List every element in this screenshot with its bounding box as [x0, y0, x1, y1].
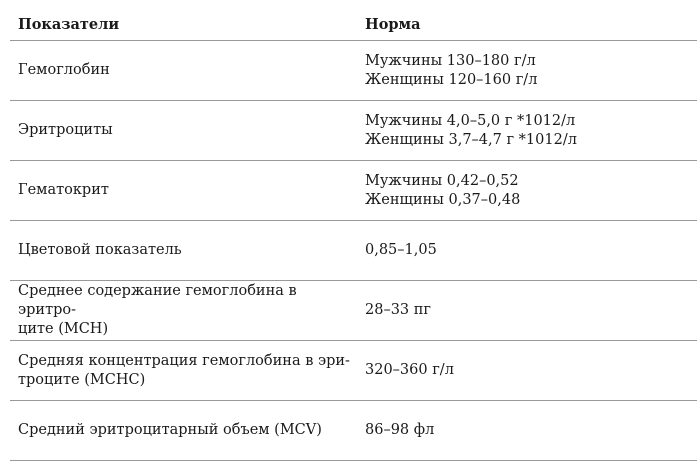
name-line: Среднее содержание гемоглобина в эритро-	[18, 283, 297, 318]
name-line: троците (MCHC)	[18, 371, 146, 388]
name-line: ците (MCH)	[18, 321, 109, 337]
table-row	[10, 401, 697, 461]
indicator-name: Эритроциты	[10, 101, 357, 161]
norm-line: Женщины 0,37–0,48	[365, 191, 521, 208]
indicator-name	[10, 341, 357, 401]
indicator-name: Гематокрит	[10, 161, 357, 221]
norm-value	[357, 41, 697, 101]
header-indicators: Показатели	[10, 8, 357, 41]
norm-value	[357, 101, 697, 161]
indicator-name	[10, 281, 357, 341]
table-row	[10, 101, 697, 161]
table-row	[10, 341, 697, 401]
indicator-name: Цветовой показатель	[10, 221, 357, 281]
table-row	[10, 161, 697, 221]
norm-value	[357, 161, 697, 221]
norm-line: Мужчины 130–180 г/л	[365, 52, 536, 69]
norm-value: 0,85–1,05	[357, 221, 697, 281]
table-row	[10, 221, 697, 281]
table-row	[10, 281, 697, 341]
norm-line: Мужчины 0,42–0,52	[365, 172, 519, 189]
norm-line: Мужчины 4,0–5,0 г *1012/л	[365, 112, 576, 129]
table-row	[10, 41, 697, 101]
norm-line: Женщины 120–160 г/л	[365, 71, 538, 88]
indicator-name: Гемоглобин	[10, 41, 357, 101]
header-norm: Норма	[357, 8, 697, 41]
norm-value: 320–360 г/л	[357, 341, 697, 401]
blood-norms-table	[10, 8, 697, 461]
norm-value: 28–33 пг	[357, 281, 697, 341]
indicator-name: Средний эритроцитарный объем (MCV)	[10, 401, 357, 461]
table-header-row	[10, 8, 697, 41]
name-line: Средняя концентрация гемоглобина в эри-	[18, 352, 350, 369]
norm-line: Женщины 3,7–4,7 г *1012/л	[365, 131, 577, 148]
norm-value: 86–98 фл	[357, 401, 697, 461]
